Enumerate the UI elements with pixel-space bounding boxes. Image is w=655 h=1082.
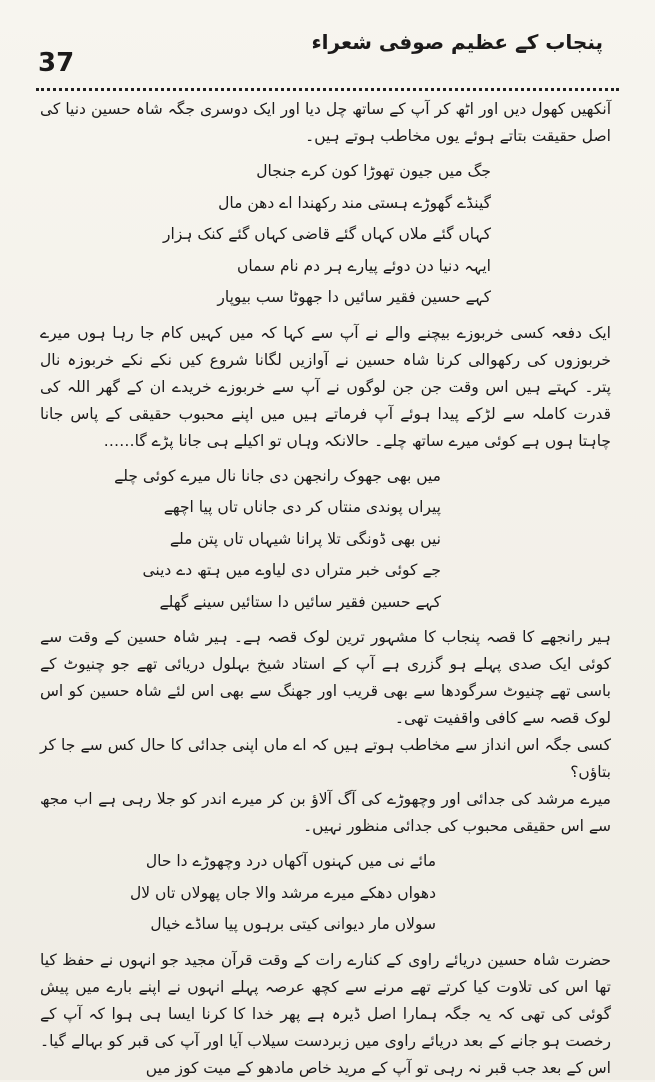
verse-block-2 <box>40 461 611 619</box>
page-body <box>40 96 611 1082</box>
verse-line: دھواں دھکے میرے مرشد والا جاں پھولاں تاں لال <box>129 883 436 902</box>
paragraph-3: ہیر رانجھے کا قصہ پنجاب کا مشہور ترین لوک قصہ ہے۔ ہیر شاہ حسین کے وقت سے کوئی ایک صدی پہلے ہو گزری ہے آپ کے استاد شیخ بہلول دریائی تھے جو چنیوٹ کے باسی تھے چنیوٹ سرگودھا سے بھی قریب اور جھنگ سے بھی اس لئے شاہ حسین کو اس لوک قصہ سے کافی واقفیت تھی۔ <box>40 628 611 727</box>
verse-line: نیں بھی ڈونگی تلا پرانا شیہاں تاں پتن ملے <box>169 529 441 548</box>
verse-line: کہے حسین فقیر سائیں دا جھوٹا سب بیوپار <box>217 288 491 306</box>
verse-block-1 <box>40 156 611 314</box>
verse-line: جگ میں جیون تھوڑا کون کرے جنجال <box>256 162 491 180</box>
verse-line: میں بھی جھوک رانجھن دی جانا نال میرے کوئی چلے <box>114 466 441 485</box>
paragraph-6: حضرت شاہ حسین دریائے راوی کے کنارے رات کے وقت قرآن مجید جو انہوں نے حفظ کیا تھا اس کی تلاوت کیا کرتے تھے مرنے سے کچھ عرصہ پہلے انہوں نے اپنے بارے میں پیش گوئی کی تھی کہ یہ جگہ ہمارا اصل ڈیرہ ہے پھر خدا کا کرنا ایسا ہی ہوا کہ آپ کے رخصت ہو جانے کے بعد دریائے راوی میں زبردست سیلاب آیا اور آپ کی قبر کو بہالے گیا۔ اس کے بعد جب قبر نہ رہی تو آپ کے مرید خاص مادھو کے میت کوز میں <box>40 950 611 1077</box>
verse-line: کہاں گئے ملاں کہاں گئے قاضی کہاں گئے کنک ہزار <box>163 225 491 243</box>
paragraph-2: ایک دفعہ کسی خربوزے بیچنے والے نے آپ سے کہا کہ میں کہیں کام جا رہا ہوں میرے خربوزوں کی رکھوالی کرنا شاہ حسین نے آوازیں لگانا شروع کیں نکے نکے خربوزہ نال پتر۔ کہتے ہیں اس وقت جن جن لوگوں نے آپ سے خربوزے خریدے ان کے گھر اللہ کی قدرت کاملہ سے لڑکے پیدا ہوئے آپ فرماتے ہیں میں اپنے محبوب حقیقی کے پاس جانا چاہتا ہوں ہے کوئی میرے ساتھ چلے۔ حالانکہ وہاں تو اکیلے ہی جانا پڑے گا…… <box>40 323 611 450</box>
verse-line: مائے نی میں کہنوں آکھاں درد وچھوڑے دا حال <box>145 852 436 870</box>
paragraph-1: آنکھیں کھول دیں اور اٹھ کر آپ کے ساتھ چل دیا اور ایک دوسری جگہ شاہ حسین دنیا کی اصل حقیقت بتاتے ہوئے یوں مخاطب ہوتے ہیں۔ <box>40 100 611 145</box>
verse-line: ایہہ دنیا دن دوئے پیارے ہر دم نام سماں <box>237 256 491 275</box>
verse-line: سولاں مار دیوانی کیتی برہوں پیا ساڈے خیال <box>150 915 436 933</box>
verse-block-3 <box>40 846 611 941</box>
verse-line: گینڈے گھوڑے ہستی مند رکھندا اے دھن مال <box>218 193 491 212</box>
page-number: 37 <box>38 48 75 78</box>
verse-line: کہے حسین فقیر سائیں دا ستائیں سینے گھلے <box>159 592 441 611</box>
paragraph-5: میرے مرشد کی جدائی اور وچھوڑے کی آگ آلاؤ بن کر میرے اندر کو جلا رہی ہے اب مجھ سے اس حقیقی محبوب کی جدائی منظور نہیں۔ <box>40 790 611 835</box>
verse-line: جے کوئی خبر متراں دی لیاوے میں ہتھ دے دینی <box>142 561 441 579</box>
header-divider <box>36 88 619 91</box>
paragraph-4: کسی جگہ اس انداز سے مخاطب ہوتے ہیں کہ اے ماں اپنی جدائی کا حال کس سے جا کر بتاؤں؟ <box>40 736 611 781</box>
running-header-title: پنجاب کے عظیم صوفی شعراء <box>311 30 603 54</box>
verse-line: پیراں پوندی منتاں کر دی جاناں تاں پیا اچھے <box>163 498 441 516</box>
